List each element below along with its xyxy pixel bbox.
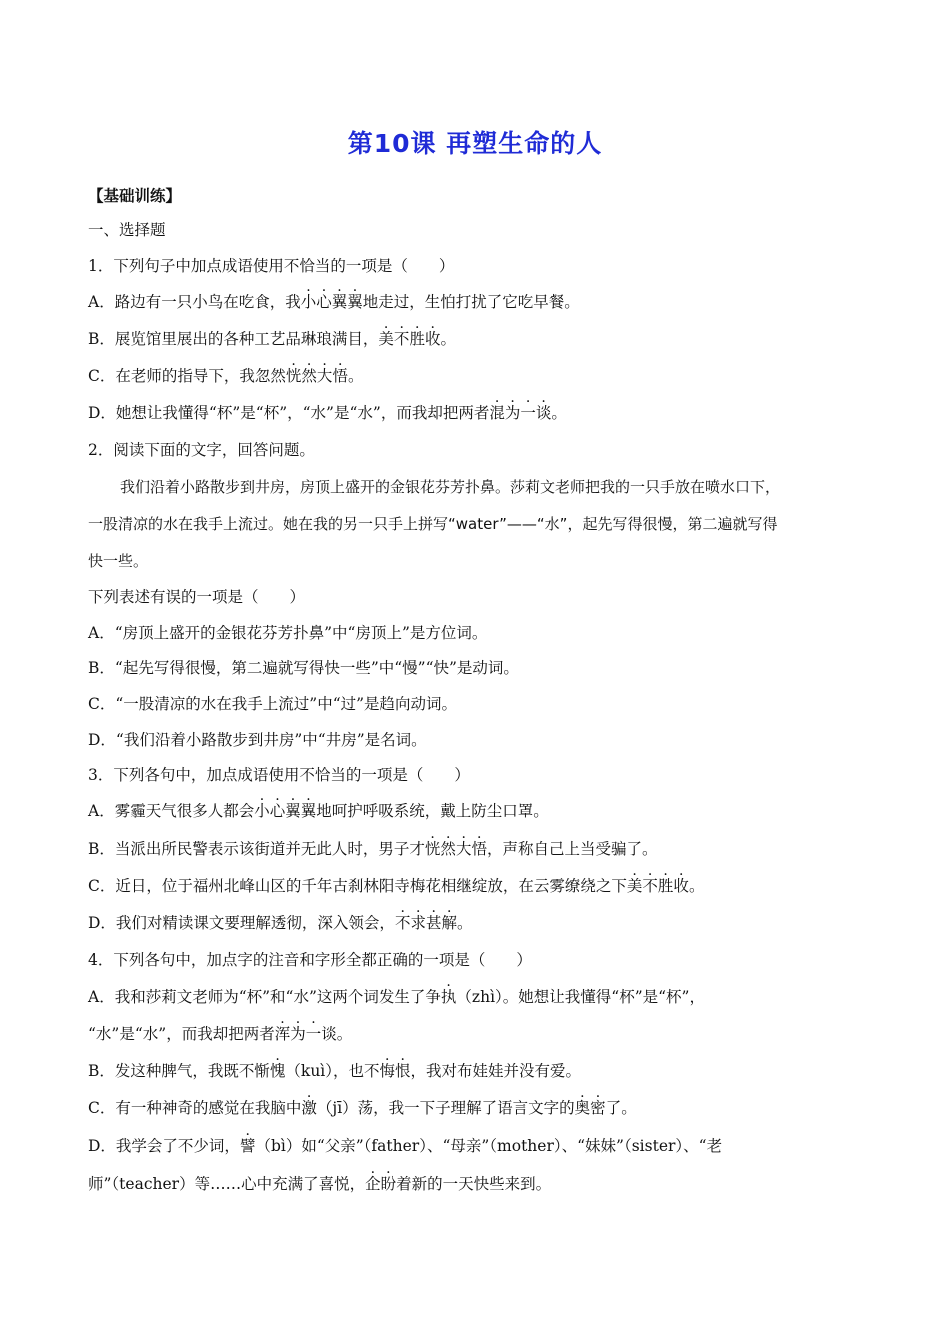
part-heading: 一、选择题 (88, 221, 166, 239)
q2-option-c: C．“一股清凉的水在我手上流过”中“过”是趋向动词。 (88, 695, 458, 713)
q2-ask: 下列表述有误的一项是（ ） (88, 588, 306, 606)
q1-option-a: A．路边有一只小鸟在吃食，我小心翼翼地走过，生怕打扰了它吃早餐。 (88, 293, 580, 311)
q3-option-a: A．雾霾天气很多人都会小心翼翼地呵护呼吸系统，戴上防尘口罩。 (88, 802, 549, 820)
q2-passage-line-3: 快一些。 (88, 552, 149, 570)
q2-option-d: D．“我们沿着小路散步到井房”中“井房”是名词。 (88, 731, 427, 749)
q2-passage-line-1: 我们沿着小路散步到井房，房顶上盛开的金银花芬芳扑鼻。莎莉文老师把我的一只手放在喷水口下， (120, 478, 781, 496)
q3-option-c: C．近日，位于福州北峰山区的千年古刹林阳寺梅花相继绽放，在云雾缭绕之下美不胜收。 (88, 877, 705, 895)
q1-option-b: B．展览馆里展出的各种工艺品琳琅满目，美不胜收。 (88, 330, 456, 348)
q2-option-b: B．“起先写得很慢，第二遍就写得快一些”中“慢”“快”是动词。 (88, 659, 519, 677)
q4-option-d-line-2: 师”（teacher）等……心中充满了喜悦，企盼着新的一天快些来到。 (88, 1175, 552, 1193)
q4-option-d-line-1: D．我学会了不少词，譬（bì）如“父亲”（father）、“母亲”（mother）、“妹妹”（sister）、“老 (88, 1137, 723, 1155)
q3-option-b: B．当派出所民警表示该街道并无此人时，男子才恍然大悟，声称自己上当受骗了。 (88, 840, 658, 858)
q4-option-a-line-1: A．我和莎莉文老师为“杯”和“水”这两个词发生了争执（zhì）。她想让我懂得“杯”是“杯”， (88, 988, 705, 1006)
q4-option-b: B．发这种脾气，我既不惭愧（kuì），也不悔恨，我对布娃娃并没有爱。 (88, 1062, 582, 1080)
q1-option-c: C．在老师的指导下，我忽然恍然大悟。 (88, 367, 364, 385)
q2-passage-line-2: 一股清凉的水在我手上流过。她在我的另一只手上拼写“water”——“水”，起先写得很慢，第二遍就写得 (88, 515, 778, 533)
q4-option-c: C．有一种神奇的感觉在我脑中激（jī）荡，我一下子理解了语言文字的奥密了。 (88, 1099, 637, 1117)
q1-stem: 1．下列句子中加点成语使用不恰当的一项是（ ） (88, 257, 455, 275)
q4-option-a-line-2: “水”是“水”，而我却把两者浑为一谈。 (88, 1025, 353, 1043)
lesson-title: 第10课 再塑生命的人 (347, 129, 603, 158)
q1-option-d: D．她想让我懂得“杯”是“杯”，“水”是“水”，而我却把两者混为一谈。 (88, 404, 567, 422)
section-heading: 【基础训练】 (88, 187, 182, 205)
q3-option-d: D．我们对精读课文要理解透彻，深入领会，不求甚解。 (88, 914, 473, 932)
q3-stem: 3．下列各句中，加点成语使用不恰当的一项是（ ） (88, 766, 470, 784)
q2-option-a: A．“房顶上盛开的金银花芬芳扑鼻”中“房顶上”是方位词。 (88, 624, 488, 642)
q2-stem: 2．阅读下面的文字，回答问题。 (88, 441, 315, 459)
q4-stem: 4．下列各句中，加点字的注音和字形全都正确的一项是（ ） (88, 951, 532, 969)
